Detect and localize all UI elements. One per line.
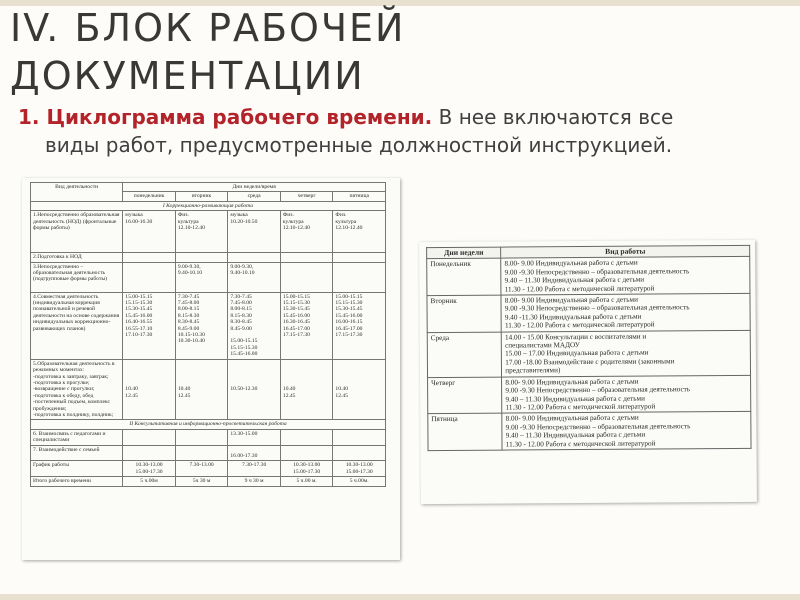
weekly-schedule-scan [419, 240, 757, 504]
day-cell: Понедельник [427, 259, 502, 296]
cell: 7.30-7.45 7.45-8.00 8.00-8.15 8.15-8.30 8.30-8.45 8.45-9.00 10.15-10.30 10.30-10.40 [175, 292, 228, 359]
header-day: понедельник [123, 192, 176, 201]
work-line: 9.40 – 11.30 Индивидуальная работа с детьми [505, 430, 646, 440]
day-cell: Пятница [428, 413, 503, 450]
cell [175, 253, 228, 262]
work-cell [501, 257, 750, 295]
header-days: Дни недели/время [123, 183, 386, 192]
work-line: 11.30 - 12.00 Работа с методической литературой [504, 320, 655, 330]
cell: музыка 10.20-10.50 [228, 211, 281, 253]
cell: Физ. культура 12.10-12.40 [333, 211, 386, 253]
cell: музыка 16.00-16.30 [123, 211, 176, 253]
cell [333, 429, 386, 445]
cell: 9.00-9.30, 9.40-10.10 [228, 262, 281, 292]
table-row [428, 375, 751, 414]
cell: 5 ч.00м. [333, 477, 386, 486]
work-line: 9.40 -11.30 Индивидуальная работа с детьми [504, 312, 642, 322]
cell [175, 429, 228, 445]
day-cell: Четверг [428, 377, 503, 414]
cell: 10.40 12.45 [123, 359, 176, 420]
title-line-1: IV. БЛОК РАБОЧЕЙ [10, 6, 406, 50]
day-cell: Среда [427, 332, 502, 378]
cell: Физ. культура 12.10-12.40 [175, 211, 228, 253]
work-cell [501, 330, 750, 377]
cell [333, 253, 386, 262]
header-day: среда [228, 192, 281, 201]
row-label: Итого рабочего времени [31, 477, 123, 486]
cyclogram-table [30, 182, 386, 487]
slide-subtitle [18, 103, 788, 159]
work-cell [502, 375, 751, 413]
section-heading: II Консультативная и информационно-просветительская работа [31, 420, 386, 429]
cell: 13.30-15.00 [228, 429, 281, 445]
work-line: специалистами МАДОУ [505, 341, 580, 350]
cyclogram-scan-left [22, 178, 400, 560]
cell [123, 445, 176, 461]
cell [280, 429, 333, 445]
work-line: 11.30 - 12.00 Работа с методической литературой [505, 439, 656, 449]
cell: 15.00-15.15 15.15-15.30 15.30-15.45 15.45-16.00 16.30-16.45 16.45-17.00 17.15-17.30 [280, 292, 333, 359]
cell: 10.30-13.00 15.00-17.30 [123, 461, 176, 477]
slide-frame-bottom [0, 594, 800, 600]
table-row [428, 412, 751, 451]
table-row [427, 293, 750, 332]
cell [333, 445, 386, 461]
subtitle-rest-1: В нее включаются все [432, 105, 674, 129]
cell [333, 262, 386, 292]
cell: 15.00-15.15 15.15-15.30 15.30-15.45 15.45-16.00 16.40-16.55 16.55-17.10 17.10-17.30 [123, 292, 176, 359]
row-label: 7. Взаимодействие с семьей [31, 445, 123, 461]
header-day: вторник [175, 192, 228, 201]
cell: 5 ч.00м [123, 477, 176, 486]
cell: 10.40 12.45 [175, 359, 228, 420]
work-line: 9.00 -9.30 Непосредственно – образовательная деятельность [504, 267, 690, 277]
row-label: График работы [31, 461, 123, 477]
work-line: 9.40 – 11.30 Индивидуальная работа с детьми [505, 394, 645, 404]
slide-title [10, 4, 770, 100]
cell [280, 445, 333, 461]
row-label: 2.Подготовка к НОД [31, 253, 123, 262]
cell: 5ч 30 м [175, 477, 228, 486]
work-cell [501, 293, 750, 331]
cell: 16.00-17.30 [228, 445, 281, 461]
cell: 7.30-7.45 7.45-8.00 8.00-8.15 8.15-8.30 8.30-8.45 8.45-9.00 15.00-15.15 15.15-15.30 15.45-16.00 [228, 292, 281, 359]
cell: 10.30-13.00 15.00-17.30 [333, 461, 386, 477]
cell: 7.30-17.30 [228, 461, 281, 477]
cell: 5 ч.00 м. [280, 477, 333, 486]
cell [123, 262, 176, 292]
work-line: 8.00- 9.00 Индивидуальная работа с детьми [504, 295, 638, 305]
row-label: 4.Совместная деятельность (индивидуальная коррекция познавательной и речевой деятельности на основе содержания индивидуальных коррекционно-развивающих планов) [31, 292, 123, 359]
weekly-schedule-table [426, 245, 751, 451]
row-label: 1.Непосредственно образовательная деятельность (НОД) (фронтальные формы работы) [31, 211, 123, 253]
subtitle-lead: 1. Циклограмма рабочего времени. [18, 105, 433, 129]
day-cell: Вторник [427, 295, 502, 332]
section-heading: I Коррекционно-развивающая работа [31, 201, 386, 210]
cell: 10.40 12.45 [280, 359, 333, 420]
work-line: 8.00- 9.00 Индивидуальная работа с детьми [504, 259, 638, 268]
title-line-2: ДОКУМЕНТАЦИИ [10, 54, 365, 98]
header-day: пятница [333, 192, 386, 201]
work-line: 11.30 - 12.00 Работа с методической литературой [504, 284, 655, 294]
cell: 15.00-15.15 15.15-15.30 15.30-15.45 15.45-16.00 16.00-16.15 16.45-17.00 17.15-17.30 [333, 292, 386, 359]
work-line: 8.00- 9.00 Индивидуальная работа с детьми [505, 377, 639, 387]
table-row [427, 330, 750, 377]
header-day-column: Дни недели [427, 247, 501, 259]
header-day: четверг [280, 192, 333, 201]
work-line: 9.00 -9.30 Непосредственно – образовательная деятельность [505, 422, 691, 432]
work-line: 17.00 -18.00 Взаимодействие с родителями (законными [505, 357, 675, 367]
subtitle-rest-2: виды работ, предусмотренные должностной инструкцией. [45, 133, 673, 157]
cell [280, 262, 333, 292]
header-work-column: Вид работы [501, 245, 750, 258]
work-line: 14.00 - 15.00 Консультации с воспитателями и [505, 332, 647, 342]
cell: 9 ч 30 м [228, 477, 281, 486]
table-row [427, 257, 750, 296]
cell: 10.40 12.45 [333, 359, 386, 420]
row-label: 5.Образовательная деятельность в режимных моментах: -подготовка к завтраку, завтрак; -подготовка к прогулке; -возвращение с прогулки; -подготовка к обеду, обед -постепенный подъем, комплекс пробуждения; -подготовка к полднику, полдник; [31, 359, 123, 420]
work-line: 8.00- 9.00 Индивидуальная работа с детьми [505, 413, 639, 423]
cell [228, 253, 281, 262]
cell [280, 253, 333, 262]
cell: 9.00-9.30, 9.40-10.10 [175, 262, 228, 292]
work-line: 9.00 -9.30 Непосредственно – образовательная деятельность [505, 385, 691, 395]
work-line: 9.40 – 11.30 Индивидуальная работа с детьми [504, 275, 645, 285]
cell [123, 429, 176, 445]
work-line: 11.30 - 12.00 Работа с методической литературой [505, 402, 656, 412]
cell: Физ. культура 12.10-12.40 [280, 211, 333, 253]
row-label: 6. Взаимосвязь с педагогами и специалистами [31, 429, 123, 445]
cell: 7.30-13.00 [175, 461, 228, 477]
cell: 10.50-12.30 [228, 359, 281, 420]
row-label: 3.Непосредственно – образовательная деятельность (подгрупповые формы работы) [31, 262, 123, 292]
work-line: представителями) [505, 366, 561, 375]
work-line: 9.00 -9.30 Непосредственно – образовательная деятельность [504, 303, 690, 314]
cell [123, 253, 176, 262]
cell [175, 445, 228, 461]
work-line: 15.00 – 17.00 Индивидуальная работа с детьми [505, 349, 649, 359]
cell: 10.30-13.00 15.00-17.30 [280, 461, 333, 477]
header-activity: Вид деятельности [31, 183, 123, 202]
work-cell [502, 412, 751, 450]
